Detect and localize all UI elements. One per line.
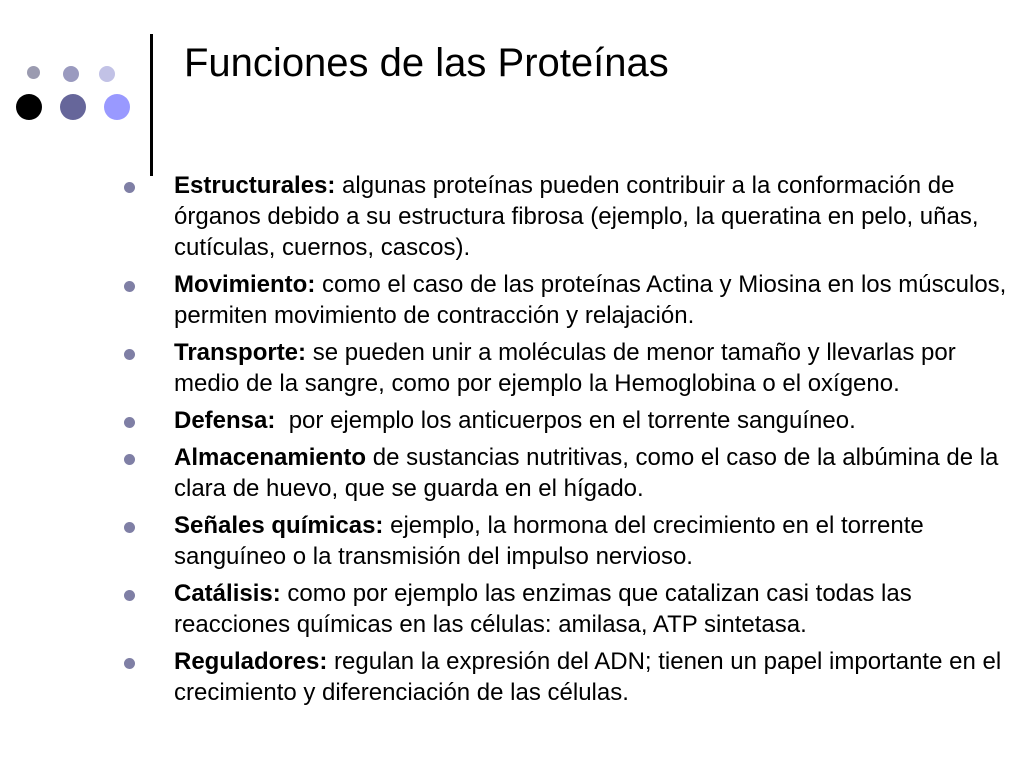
list-item [120,170,1015,263]
item-text: algunas proteínas pueden contribuir a la conformación de órganos debido a su estructura fibrosa (ejemplo, la queratina en pelo, uñas, cutículas, cuernos, cascos). [174,172,979,261]
list-item [120,578,1015,640]
dot-icon [63,66,79,82]
bullet-icon [124,182,135,193]
bullet-icon [124,590,135,601]
item-term: Catálisis: [174,580,281,607]
item-term: Movimiento: [174,271,316,298]
item-text: por ejemplo los anticuerpos en el torrente sanguíneo. [275,407,856,434]
bullet-icon [124,658,135,669]
list-item [120,337,1015,399]
item-text: de sustancias nutritivas, como el caso de la albúmina de la clara de huevo, que se guarda en el hígado. [174,444,999,502]
dot-icon [99,66,115,82]
bullet-icon [124,281,135,292]
decorative-dots [0,66,140,156]
slide-title: Funciones de las Proteínas [184,41,669,85]
dot-icon [60,94,86,120]
bullet-icon [124,522,135,533]
bullet-icon [124,417,135,428]
item-text: regulan la expresión del ADN; tienen un papel importante en el crecimiento y diferenciación de las células. [174,648,1002,706]
item-term: Señales químicas: [174,512,384,539]
dot-icon [16,94,42,120]
list-item [120,646,1015,708]
bullet-icon [124,349,135,360]
item-term: Reguladores: [174,648,328,675]
list-item [120,405,1015,436]
list-item [120,269,1015,331]
list-item [120,442,1015,504]
item-text: ejemplo, la hormona del crecimiento en el torrente sanguíneo o la transmisión del impulso nervioso. [174,512,924,570]
title-divider [150,34,153,176]
item-term: Transporte: [174,339,307,366]
item-term: Estructurales: [174,172,336,199]
item-text: como el caso de las proteínas Actina y Miosina en los músculos, permiten movimiento de contracción y relajación. [174,271,1007,329]
item-text: como por ejemplo las enzimas que catalizan casi todas las reacciones químicas en las células: amilasa, ATP sintetasa. [174,580,912,638]
item-text: se pueden unir a moléculas de menor tamaño y llevarlas por medio de la sangre, como por ejemplo la Hemoglobina o el oxígeno. [174,339,956,397]
item-term: Defensa: [174,407,276,434]
list-item [120,510,1015,572]
dot-icon [104,94,130,120]
item-term: Almacenamiento [174,444,367,471]
dot-icon [27,66,40,79]
bullet-list [120,170,1015,714]
bullet-icon [124,454,135,465]
